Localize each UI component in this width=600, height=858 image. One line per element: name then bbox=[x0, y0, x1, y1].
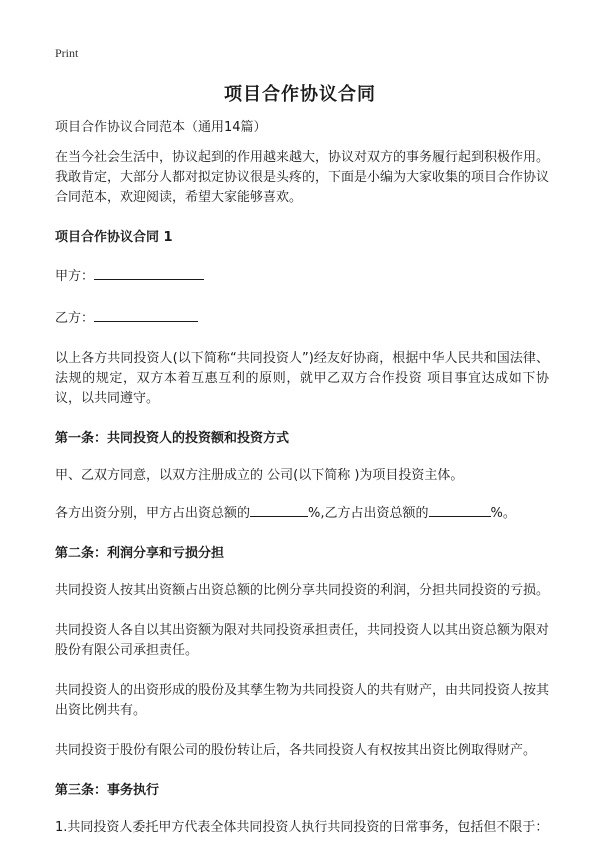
article1-p2-part-c: %。 bbox=[490, 506, 516, 521]
article2-paragraph-2: 共同投资人各自以其出资额为限对共同投资承担责任，共同投资人以其出资总额为限对股份有限公司承担责任。 bbox=[55, 623, 550, 658]
contract-heading: 项目合作协议合同 1 bbox=[55, 230, 173, 245]
party-b-field bbox=[55, 307, 549, 329]
preamble-paragraph: 以上各方共同投资人(以下简称“共同投资人”)经友好协商，根据中华人民共和国法律、法规的规定，双方本着互惠互利的原则，就甲乙双方合作投资 项目事宜达成如下协议，以共同遵守。 bbox=[55, 351, 549, 406]
party-a-field bbox=[55, 265, 549, 287]
article2-paragraph-4: 共同投资于股份有限公司的股份转让后，各共同投资人有权按其出资比例取得财产。 bbox=[55, 743, 537, 758]
article1-paragraph-1: 甲、乙双方同意，以双方注册成立的 公司(以下简称 )为项目投资主体。 bbox=[55, 468, 464, 483]
party-a-share-blank bbox=[250, 502, 308, 517]
party-a-label: 甲方： bbox=[55, 269, 95, 284]
article2-paragraph-3: 共同投资人的出资形成的股份及其孳生物为共同投资人的共有财产，由共同投资人按其出资比例共有。 bbox=[55, 683, 550, 718]
article1-p2-part-a: 各方出资分别，甲方占出资总额的 bbox=[55, 506, 251, 521]
article1-heading: 第一条：共同投资人的投资额和投资方式 bbox=[55, 431, 290, 446]
print-link[interactable]: Print bbox=[55, 46, 79, 60]
article1-p2-part-b: %,乙方占出资总额的 bbox=[308, 506, 429, 521]
article2-heading: 第二条：利润分享和亏损分担 bbox=[55, 546, 225, 561]
document-subtitle: 项目合作协议合同范本（通用14篇） bbox=[55, 120, 267, 135]
article3-heading: 第三条：事务执行 bbox=[55, 783, 160, 798]
party-b-share-blank bbox=[429, 502, 491, 517]
article3-paragraph-1: 1.共同投资人委托甲方代表全体共同投资人执行共同投资的日常事务，包括但不限于： bbox=[55, 820, 549, 835]
party-b-blank bbox=[94, 307, 198, 322]
article1-paragraph-2 bbox=[55, 502, 549, 524]
party-a-blank bbox=[94, 265, 204, 280]
party-b-label: 乙方： bbox=[55, 311, 95, 326]
intro-paragraph: 在当今社会生活中，协议起到的作用越来越大，协议对双方的事务履行起到积极作用。我敢肯定，大部分人都对拟定协议很是头疼的，下面是小编为大家收集的项目合作协议合同范本，欢迎阅读，希望大家能够喜欢。 bbox=[55, 150, 550, 205]
article2-paragraph-1: 共同投资人按其出资额占出资总额的比例分享共同投资的利润，分担共同投资的亏损。 bbox=[55, 583, 550, 598]
document-body bbox=[55, 118, 549, 858]
document-title: 项目合作协议合同 bbox=[224, 84, 376, 105]
